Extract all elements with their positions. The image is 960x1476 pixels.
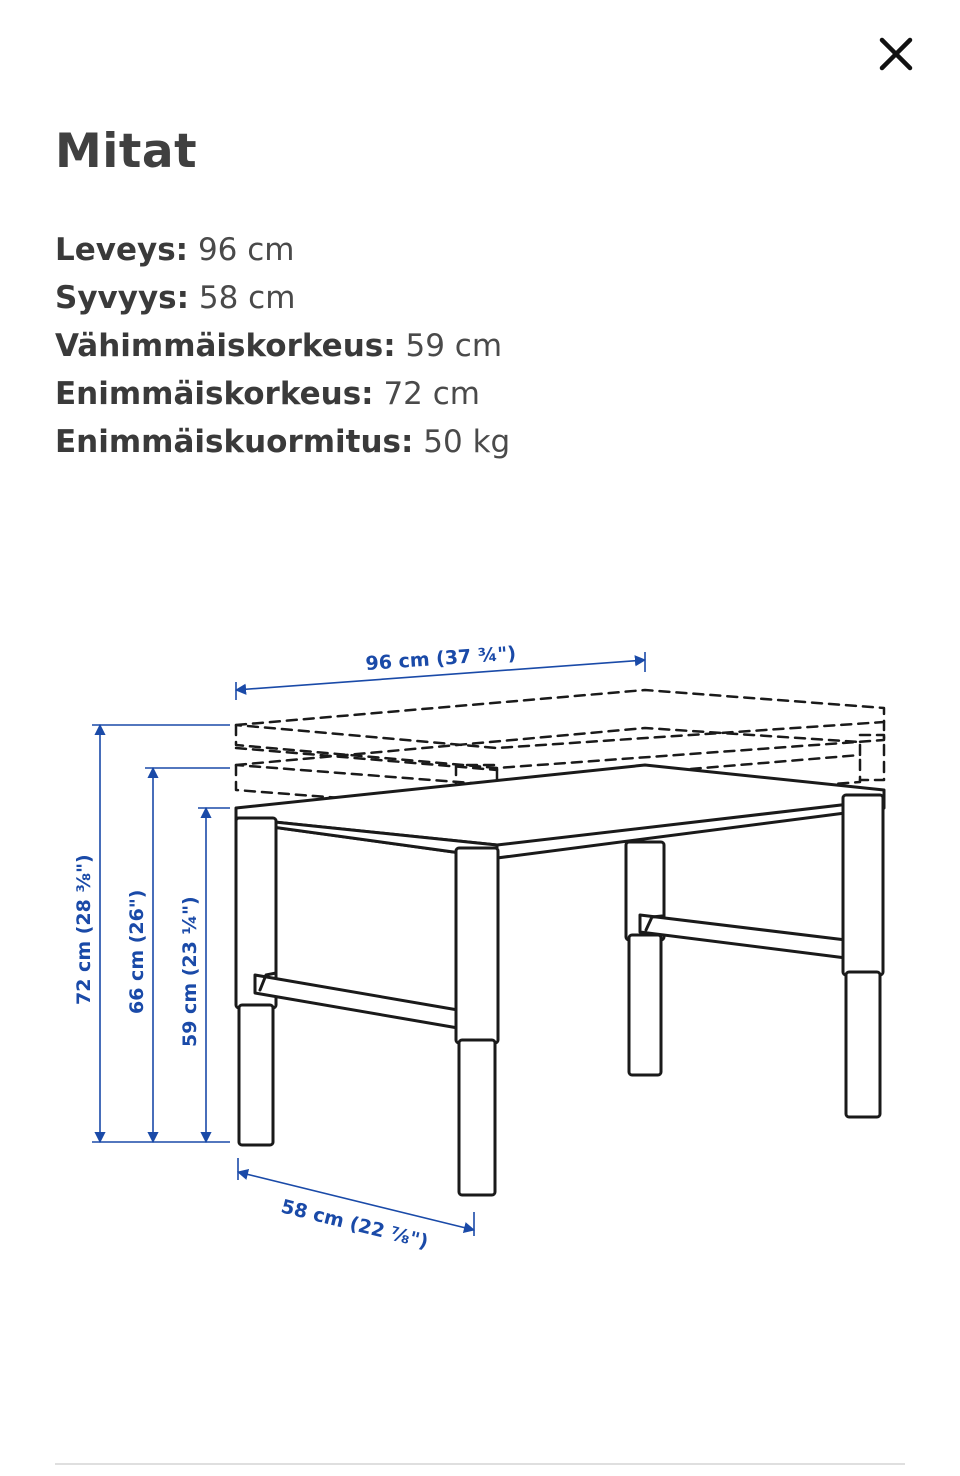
dimension-item-width — [55, 226, 510, 274]
dimension-label: Enimmäiskuormitus: — [55, 424, 414, 460]
dimension-item-max-height — [55, 370, 510, 418]
height-mid-dimension-label: 66 cm (26") — [126, 889, 148, 1014]
table-drawing — [236, 690, 884, 1195]
dimension-value: 59 cm — [405, 328, 503, 364]
dimension-annotations — [92, 652, 645, 1236]
crossbar-right — [640, 915, 846, 958]
dimension-value: 58 cm — [198, 280, 296, 316]
leg-front-middle — [456, 848, 498, 1195]
depth-dimension-label: 58 cm (22 ⅞") — [278, 1195, 431, 1254]
dimension-label: Syvyys: — [55, 280, 190, 316]
tabletop — [236, 765, 884, 858]
page-title: Mitat — [55, 124, 198, 179]
dimension-label: Enimmäiskorkeus: — [55, 376, 374, 412]
dimension-item-min-height — [55, 322, 510, 370]
dimension-list — [55, 226, 510, 466]
product-dimension-drawing — [0, 600, 960, 1300]
dimension-value: 72 cm — [383, 376, 480, 412]
leg-front-right — [843, 795, 883, 1117]
height-max-dimension-label: 72 cm (28 ⅜") — [73, 854, 95, 1005]
dimension-item-max-load — [55, 418, 510, 466]
width-dimension-label: 96 cm (37 ¾") — [364, 642, 517, 675]
dimension-label: Vähimmäiskorkeus: — [55, 328, 396, 364]
leg-back-right — [626, 842, 664, 1075]
dimension-item-depth — [55, 274, 510, 322]
height-min-dimension-label: 59 cm (23 ¼") — [179, 896, 201, 1047]
close-button[interactable] — [866, 24, 926, 84]
crossbar-left — [255, 973, 458, 1028]
dimension-value: 96 cm — [197, 232, 295, 268]
section-divider — [55, 1463, 905, 1465]
dimension-value: 50 kg — [423, 424, 511, 460]
close-icon — [879, 37, 913, 71]
dimension-label: Leveys: — [55, 232, 189, 268]
